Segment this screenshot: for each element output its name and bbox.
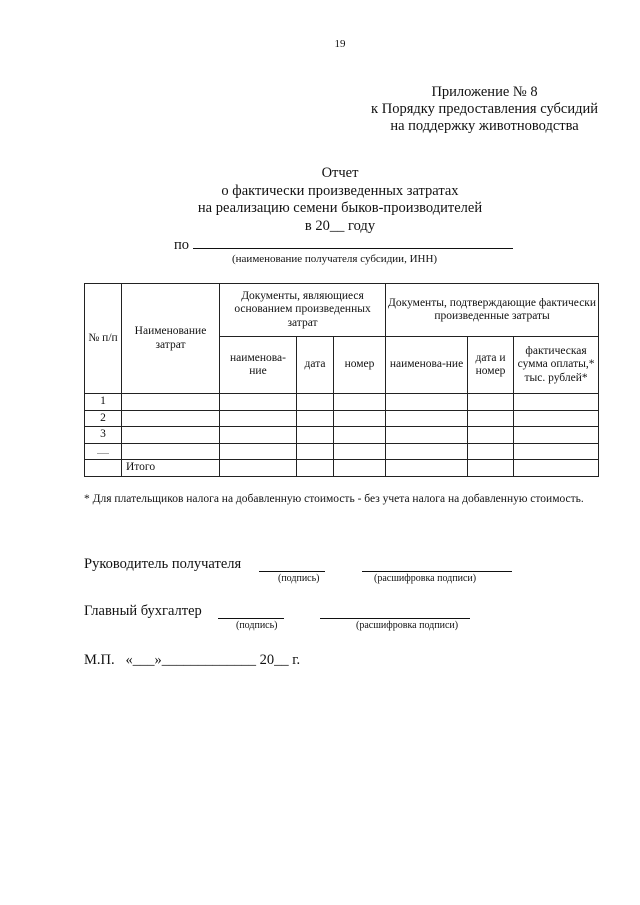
stamp-date-line: М.П. «___»_____________ 20__ г.	[84, 652, 301, 668]
header-cost-name: Наименование затрат	[122, 284, 220, 394]
appendix-line-2: к Порядку предоставления субсидий	[371, 101, 598, 117]
subheader-name-2: наименова-ние	[386, 337, 468, 394]
table-total-row	[85, 460, 599, 477]
head-signature-line	[259, 570, 325, 572]
head-decode-caption: (расшифровка подписи)	[374, 573, 477, 584]
row-number: ......	[85, 443, 122, 460]
subheader-number: номер	[334, 337, 386, 394]
title-line-4: в 20__ году	[304, 217, 376, 234]
row-number: 3	[85, 427, 122, 444]
head-decode-line	[362, 570, 512, 572]
footnote: * Для плательщиков налога на добавленную стоимость - без учета налога на добавленную стоимость.	[84, 493, 584, 505]
accountant-signature-caption: (подпись)	[236, 620, 278, 631]
head-signature-caption: (подпись)	[278, 573, 320, 584]
table-row	[85, 394, 599, 411]
row-number: 2	[85, 410, 122, 427]
recipient-caption: (наименование получателя субсидии, ИНН)	[232, 253, 438, 265]
table-row	[85, 443, 599, 460]
recipient-row	[174, 236, 513, 254]
accountant-label: Главный бухгалтер	[84, 603, 202, 619]
accountant-signature-line	[218, 617, 284, 619]
cost-table	[84, 283, 599, 477]
appendix-line-1: Приложение № 8	[431, 84, 538, 100]
title-line-1: Отчет	[321, 165, 359, 181]
header-basis-docs: Документы, являющиеся основанием произведенных затрат	[220, 284, 386, 337]
title-line-2: о фактически произведенных затратах	[221, 182, 459, 199]
row-number: 1	[85, 394, 122, 411]
table-header-row	[85, 284, 599, 337]
head-label: Руководитель получателя	[84, 556, 242, 572]
title-line-3: на реализацию семени быков-производителей	[197, 200, 483, 216]
subheader-date: дата	[297, 337, 334, 394]
recipient-line	[193, 236, 513, 249]
page-number: 19	[334, 38, 346, 50]
subheader-sum: фактическая сумма оплаты,* тыс. рублей*	[514, 337, 599, 394]
appendix-line-3: на поддержку животноводства	[390, 118, 579, 134]
appendix-header	[371, 84, 598, 135]
subheader-date-number: дата и номер	[468, 337, 514, 394]
subheader-name: наименова-ние	[220, 337, 297, 394]
header-confirm-docs: Документы, подтверждающие фактически произведенные затраты	[386, 284, 599, 337]
accountant-decode-line	[320, 617, 470, 619]
table-row	[85, 427, 599, 444]
table-row	[85, 410, 599, 427]
report-title	[0, 165, 640, 235]
total-label: Итого	[122, 460, 220, 477]
header-num: № п/п	[85, 284, 122, 394]
accountant-decode-caption: (расшифровка подписи)	[356, 620, 459, 631]
recipient-prefix: по	[174, 237, 190, 253]
